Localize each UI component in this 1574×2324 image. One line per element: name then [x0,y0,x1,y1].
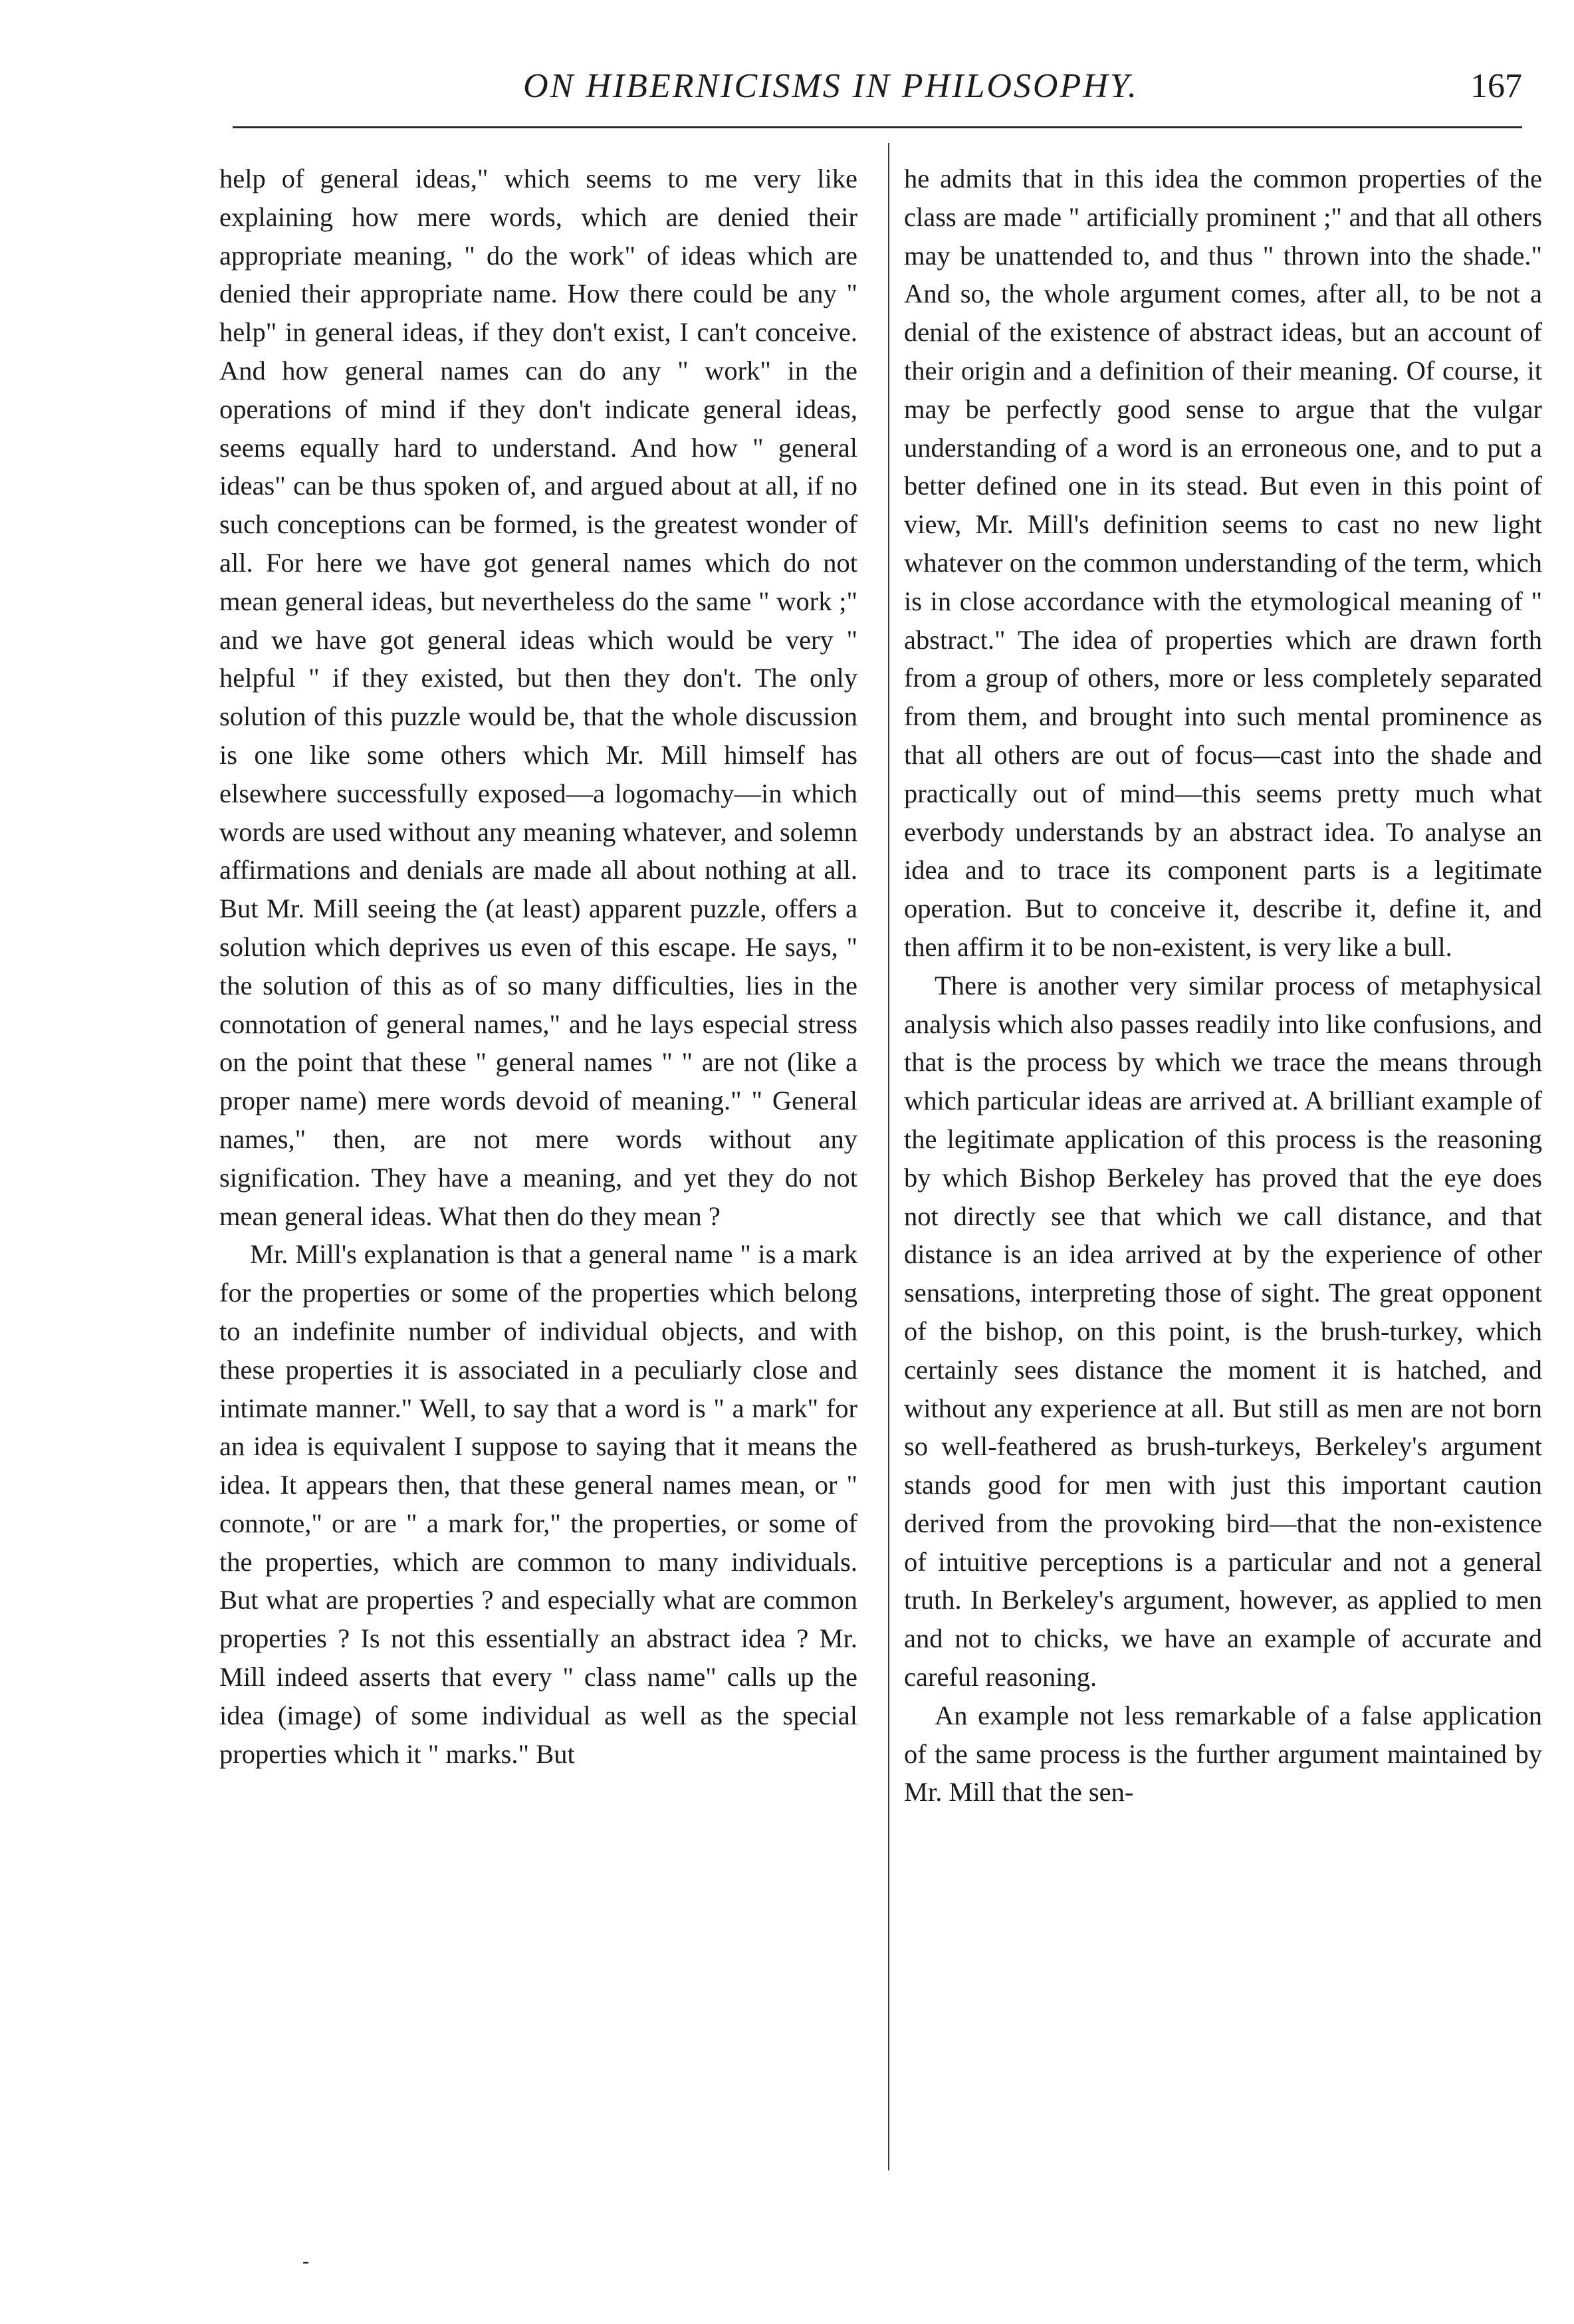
left-paragraph-2: Mr. Mill's explanation is that a general name " is a mark for the properties or some of the properties which belong to an indefinite number of individual objects, and with these properties it is associated in a peculiarly close and intimate manner." Well, to say that a word is " a mark" for an idea is equivalent I suppose to saying that it means the idea. It appears then, that these general names mean, or " connote," or are " a mark for," the properties, or some of the properties, which are common to many individuals. But what are properties ? and especially what are common properties ? Is not this essentially an abstract idea ? Mr. Mill indeed asserts that every " class name" calls up the idea (image) of some individual as well as the special properties which it " marks." But [219,1239,857,1769]
page-number: 167 [1470,67,1522,105]
running-header [219,66,1522,120]
header-rule [233,126,1522,128]
right-paragraph-2: There is another very similar process of metaphysical analysis which also passes readily into like confusions, and that is the process by which we trace the means through which particular ideas are arrived at. A brilliant example of the legitimate application of this process is the reasoning by which Bishop Berkeley has proved that the eye does not directly see that which we call distance, and that distance is an idea arrived at by the experience of other sensations, interpreting those of sight. The great opponent of the bishop, on this point, is the brush-turkey, which certainly sees distance the moment it is hatched, and without any experience at all. But still as men are not born so well-feathered as brush-turkeys, Berkeley's argument stands good for men with just this important caution derived from the provoking bird—that the non-existence of intuitive perceptions is a particular and not a general truth. In Berkeley's argument, however, as applied to men and not to chicks, we have an example of accurate and careful reasoning. [904,970,1542,1692]
right-paragraph-3: An example not less remarkable of a false application of the same process is the further argument maintained by Mr. Mill that the sen- [904,1700,1542,1807]
left-column [219,160,857,1773]
left-paragraph-1: help of general ideas," which seems to me very like explaining how mere words, which are denied their appropriate meaning, " do the work" of ideas which are denied their appropriate name. How there could be any " help" in general ideas, if they don't exist, I can't conceive. And how general names can do any " work" in the operations of mind if they don't indicate general ideas, seems equally hard to understand. And how " general ideas" can be thus spoken of, and argued about at all, if no such conceptions can be formed, is the greatest wonder of all. For here we have got general names which do not mean general ideas, but nevertheless do the same " work ;" and we have got general ideas which would be very " helpful " if they existed, but then they don't. The only solution of this puzzle would be, that the whole discussion is one like some others which Mr. Mill himself has elsewhere successfully exposed—a logomachy—in which words are used without any meaning whatever, and solemn affirmations and denials are made all about nothing at all. But Mr. Mill seeing the (at least) apparent puzzle, offers a solution which deprives us even of this escape. He says, " the solution of this as of so many difficulties, lies in the connotation of general names," and he lays especial stress on the point that these " general names " " are not (like a proper name) mere words devoid of meaning." " General names," then, are not mere words without any signification. They have a meaning, and yet they do not mean general ideas. What then do they mean ? [219,164,857,1231]
right-paragraph-1: he admits that in this idea the common properties of the class are made " artificially prominent ;" and that all others may be unattended to, and thus " thrown into the shade." And so, the whole argument comes, after all, to be not a denial of the existence of abstract ideas, but an account of their origin and a definition of their meaning. Of course, it may be perfectly good sense to argue that the vulgar understanding of a word is an erroneous one, and to put a better defined one in its stead. But even in this point of view, Mr. Mill's definition seems to cast no new light whatever on the common understanding of the term, which is in close accordance with the etymological meaning of " abstract." The idea of properties which are drawn forth from a group of others, more or less completely separated from them, and brought into such mental prominence as that all others are out of focus—cast into the shade and practically out of mind—this seems pretty much what everbody understands by an abstract idea. To analyse an idea and to trace its component parts is a legitimate operation. But to conceive it, describe it, define it, and then affirm it to be non-existent, is very like a bull. [904,164,1542,962]
page-mark: - [302,2250,309,2272]
running-title: ON HIBERNICISMS IN PHILOSOPHY. [523,67,1139,105]
right-column [904,160,1542,1811]
column-divider [888,143,889,2170]
